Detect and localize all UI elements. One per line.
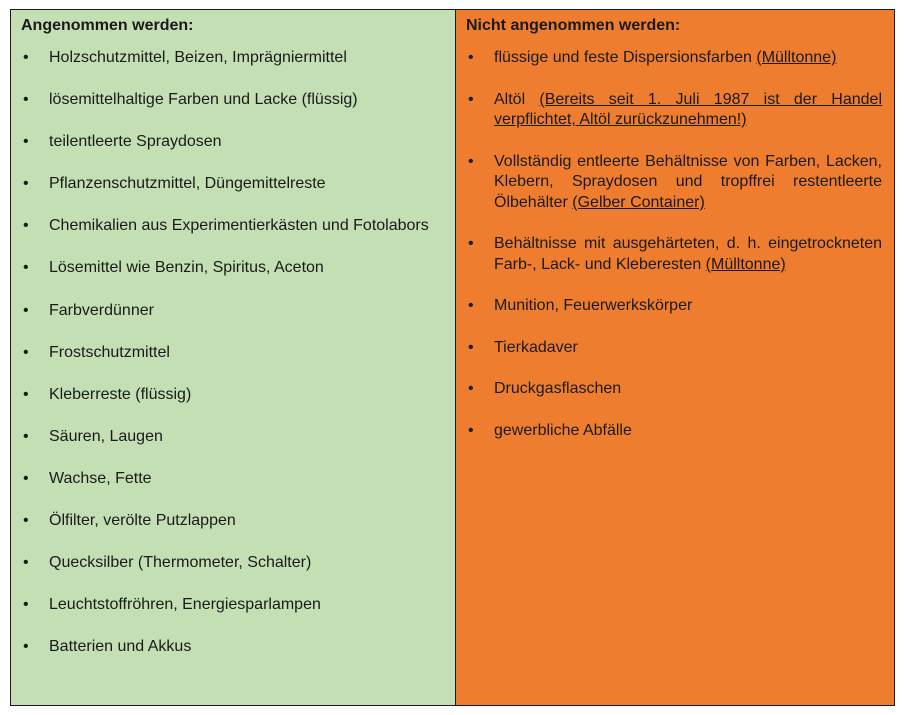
bullet-icon: • [23, 385, 29, 403]
disposal-note: (Gelber Container) [572, 193, 705, 211]
bullet-icon: • [23, 427, 29, 445]
list-item: • Vollständig entleerte Behältnisse von Farben, Lacken, Klebern, Spraydosen und tropffrei restentleerte Ölbehälter (Gelber Container) [468, 152, 882, 211]
bullet-icon: • [23, 638, 29, 656]
bullet-icon: • [468, 297, 474, 314]
disposal-note: (Mülltonne) [756, 49, 837, 66]
bullet-icon: • [23, 469, 29, 487]
bullet-icon: • [23, 259, 29, 277]
list-item: • lösemittelhaltige Farben und Lacke (flüssig) [21, 90, 443, 111]
bullet-icon: • [468, 90, 474, 108]
bullet-icon: • [23, 554, 29, 572]
list-item: • teilentleerte Spraydosen [21, 132, 443, 153]
bullet-icon: • [23, 133, 29, 151]
waste-table [10, 9, 895, 706]
list-item: • Pflanzenschutzmittel, Düngemittelreste [21, 174, 443, 195]
list-item: • Holzschutzmittel, Beizen, Imprägniermittel [21, 48, 443, 69]
list-item: • Chemikalien aus Experimentierkästen und Fotolabors [21, 216, 443, 237]
list-item: • Behältnisse mit ausgehärteten, d. h. eingetrockneten Farb-, Lack- und Kleberesten (Mülltonne) [468, 235, 882, 273]
list-item: • flüssige und feste Dispersionsfarben (Mülltonne) [466, 48, 882, 69]
list-item: • Munition, Feuerwerkskörper [466, 296, 882, 317]
rejected-heading: Nicht angenommen werden: [466, 17, 681, 34]
bullet-icon: • [23, 512, 29, 530]
disposal-note: (Bereits seit 1. Juli 1987 ist der Handel verpflichtet, Altöl zurückzunehmen!) [494, 90, 882, 128]
bullet-icon: • [468, 152, 474, 170]
bullet-icon: • [23, 301, 29, 319]
list-item: • Lösemittel wie Benzin, Spiritus, Aceton [21, 258, 443, 279]
accepted-heading: Angenommen werden: [21, 17, 194, 34]
list-item: • Wachse, Fette [21, 469, 443, 490]
bullet-icon: • [23, 91, 29, 109]
bullet-icon: • [23, 596, 29, 614]
bullet-icon: • [468, 49, 474, 66]
bullet-icon: • [468, 380, 474, 397]
bullet-icon: • [23, 175, 29, 193]
bullet-icon: • [468, 338, 474, 356]
list-item: • Ölfilter, verölte Putzlappen [21, 511, 443, 532]
list-item: • Quecksilber (Thermometer, Schalter) [21, 553, 443, 574]
rejected-list [466, 48, 882, 441]
list-item: • Tierkadaver [466, 338, 882, 359]
bullet-icon: • [23, 49, 29, 66]
list-item: • Frostschutzmittel [21, 343, 443, 364]
list-item: • Batterien und Akkus [21, 637, 443, 658]
bullet-icon: • [468, 421, 474, 439]
list-item: • gewerbliche Abfälle [466, 421, 882, 442]
list-item: • Leuchtstoffröhren, Energiesparlampen [21, 595, 443, 616]
list-item: • Kleberreste (flüssig) [21, 385, 443, 406]
rejected-column [456, 10, 894, 705]
accepted-list [21, 48, 443, 658]
accepted-column [11, 10, 456, 705]
bullet-icon: • [23, 217, 29, 235]
list-item: • Farbverdünner [21, 301, 443, 322]
list-item: • Altöl (Bereits seit 1. Juli 1987 ist der Handel verpflichtet, Altöl zurückzunehmen!) [468, 90, 882, 128]
list-item: • Säuren, Laugen [21, 427, 443, 448]
bullet-icon: • [468, 235, 474, 252]
disposal-note: (Mülltonne) [705, 255, 786, 273]
bullet-icon: • [23, 343, 29, 361]
list-item: • Druckgasflaschen [466, 379, 882, 400]
